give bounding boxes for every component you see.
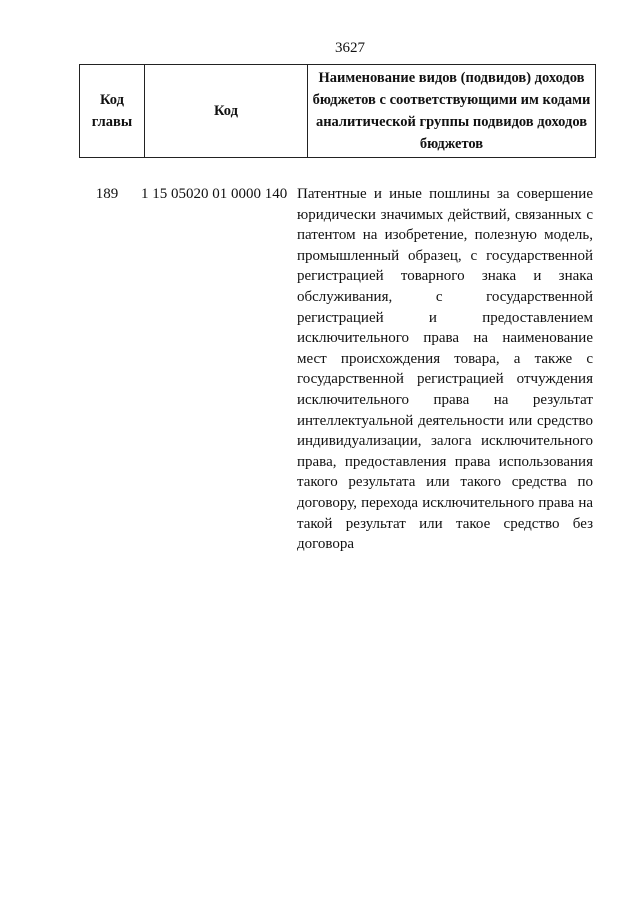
page-number: 3627 [335,40,365,56]
header-code: Код [145,65,308,158]
header-revenue-name: Наименование видов (подвидов) доходов бюджетов с соответствующими им кодами аналитической группы подвидов доходов бюджетов [308,65,596,158]
row-revenue-name: Патентные и иные пошлины за совершение юридически значимых действий, связанных с патентом на изобретение, полезную модель, промышленный образец, с государственной регистрацией товарного знака и знака обслуживания, с государственной регистрацией и предоставлением исключительного права на наименование мест происхождения товара, а также с государственной регистрацией отчуждения исключительного права на результат интеллектуальной деятельности или средство индивидуализации, залога исключительного права, предоставления права использования такого результата или такого средства по договору, перехода исключительного права на такой результат или такое средство без договора [297,186,593,553]
row-code: 1 15 05020 01 0000 140 [141,186,288,202]
budget-codes-table-header [79,64,596,158]
row-chapter-code: 189 [95,186,119,202]
table-header-row [80,65,596,158]
header-chapter-code: Код главы [80,65,145,158]
